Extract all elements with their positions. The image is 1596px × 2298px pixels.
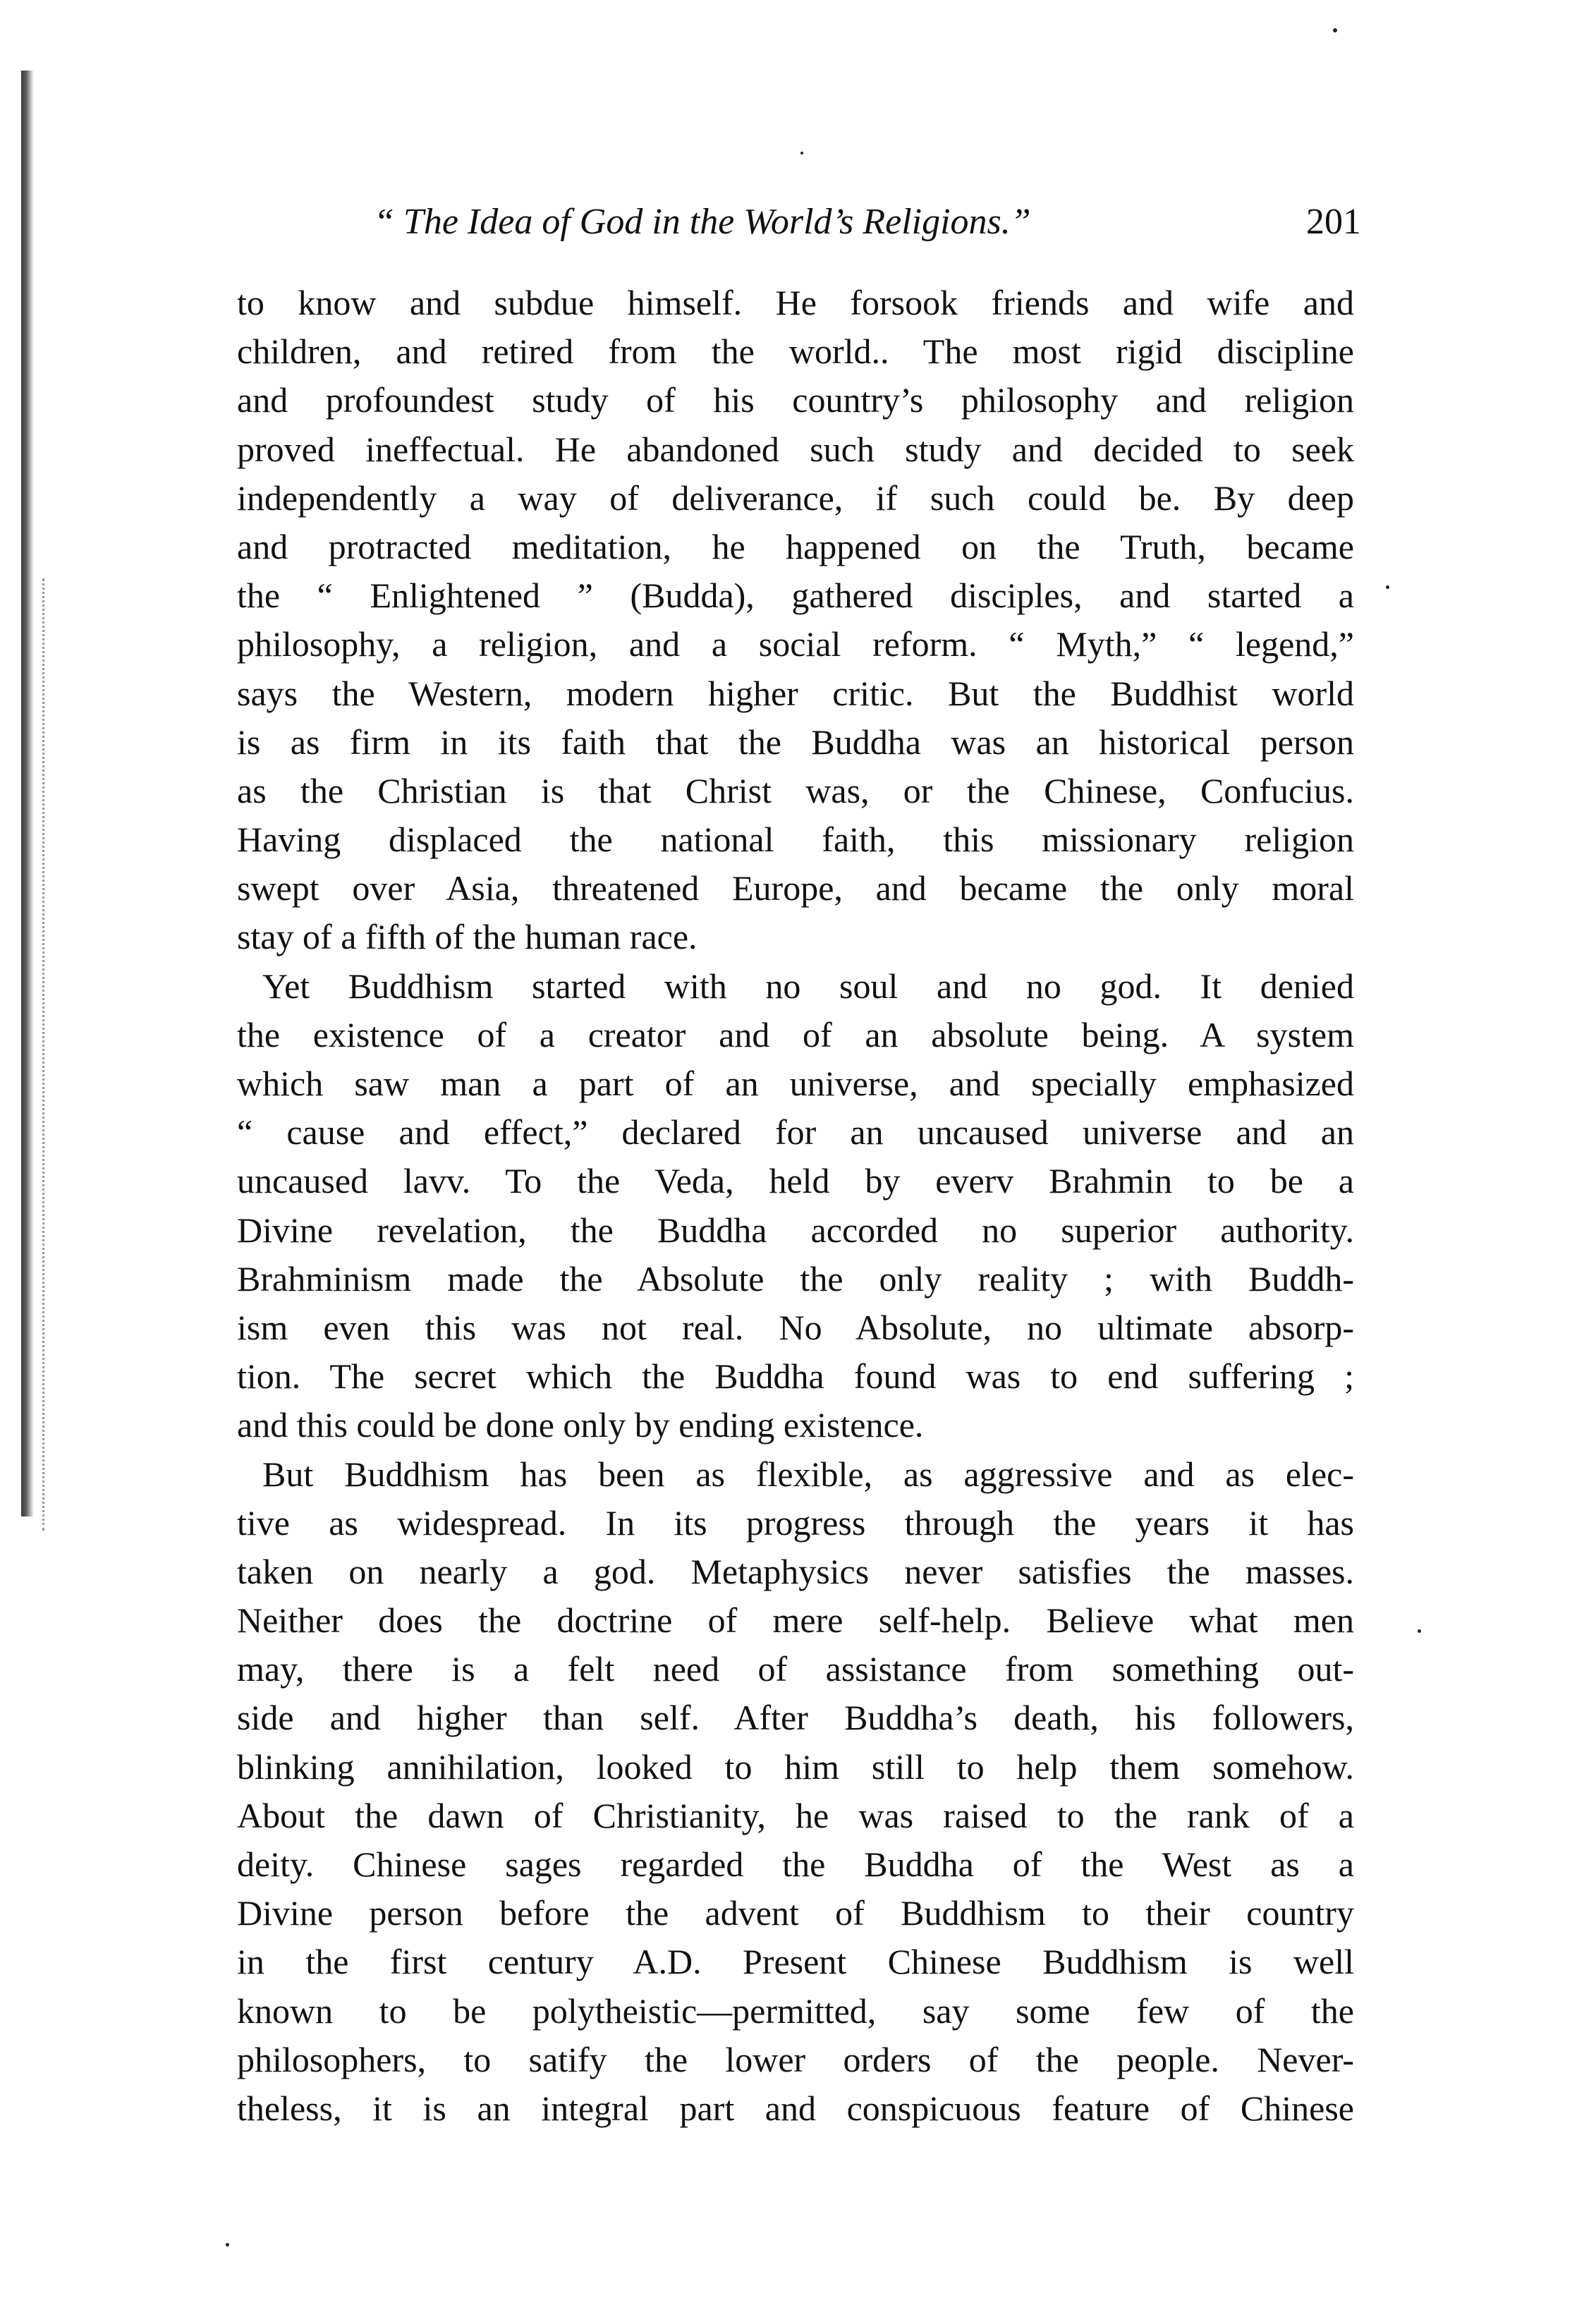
binding-shadow	[21, 71, 34, 1516]
text-line: is as firm in its faith that the Buddha was an historical person	[237, 722, 1354, 762]
text-line: children, and retired from the world.. The most rigid discipline	[237, 332, 1354, 372]
text-line: may, there is a felt need of assistance from something out-	[237, 1649, 1354, 1689]
text-line: known to be polytheistic—permitted, say some few of the	[237, 1990, 1354, 2031]
text-line: Neither does the doctrine of mere self-help. Believe what men	[237, 1600, 1354, 1641]
text-line: stay of a fifth of the human race.	[237, 917, 698, 957]
text-line: which saw man a part of an universe, and specially emphasized	[237, 1064, 1354, 1103]
text-line: side and higher than self. After Buddha’s death, his followers,	[237, 1698, 1354, 1738]
text-line: the existence of a creator and of an absolute being. A system	[237, 1014, 1354, 1054]
text-line: philosophers, to satify the lower orders of the people. Never-	[237, 2039, 1354, 2079]
text-line: theless, it is an integral part and conspicuous feature of Chinese	[237, 2088, 1354, 2128]
scan-speck	[226, 2243, 229, 2247]
text-line: taken on nearly a god. Metaphysics never satisfies the masses.	[237, 1551, 1354, 1591]
running-head	[233, 190, 1361, 254]
text-line: and protracted meditation, he happened on the Truth, became	[237, 526, 1354, 566]
text-line: But Buddhism has been as flexible, as aggressive and as elec-	[262, 1454, 1354, 1494]
text-line: Yet Buddhism started with no soul and no god. It denied	[262, 966, 1354, 1006]
text-line: tion. The secret which the Buddha found was to end suffering ;	[237, 1356, 1354, 1397]
text-line: “ cause and effect,” declared for an uncaused universe and an	[237, 1112, 1354, 1153]
paragraph-2	[237, 962, 1354, 1450]
page-number: 201	[1306, 202, 1361, 242]
body-text	[237, 279, 1354, 2133]
text-line: About the dawn of Christianity, he was raised to the rank of a	[237, 1795, 1354, 1835]
text-line: independently a way of deliverance, if such could be. By deep	[237, 478, 1354, 518]
text-line: tive as widespread. In its progress through the years it has	[237, 1502, 1354, 1543]
text-line: and profoundest study of his country’s philosophy and religion	[237, 380, 1354, 420]
scan-speck	[1333, 28, 1337, 32]
gutter-marks	[42, 578, 51, 1531]
text-line: and this could be done only by ending existence.	[237, 1405, 924, 1445]
text-line: Brahminism made the Absolute the only reality ; with Buddh-	[237, 1258, 1354, 1299]
text-line: says the Western, modern higher critic. But the Buddhist world	[237, 673, 1354, 713]
text-line: to know and subdue himself. He forsook friends and wife and	[237, 283, 1354, 322]
paragraph-3	[237, 1450, 1354, 2134]
text-line: Divine revelation, the Buddha accorded no superior authority.	[237, 1210, 1354, 1250]
running-title: “ The Idea of God in the World’s Religions.”	[374, 202, 1031, 242]
text-line: proved ineffectual. He abandoned such study and decided to seek	[237, 429, 1354, 469]
text-line: in the first century A.D. Present Chinese Buddhism is well	[237, 1942, 1354, 1982]
text-line: as the Christian is that Christ was, or the Chinese, Confucius.	[237, 770, 1354, 810]
paragraph-1	[237, 279, 1354, 962]
scan-speck	[800, 152, 803, 154]
text-line: Divine person before the advent of Buddhism to their country	[237, 1893, 1354, 1933]
text-line: ism even this was not real. No Absolute, no ultimate absorp-	[237, 1307, 1354, 1347]
scan-speck	[1418, 1629, 1421, 1633]
scan-speck	[1386, 585, 1389, 589]
text-line: Having displaced the national faith, this missionary religion	[237, 820, 1354, 860]
text-line: blinking annihilation, looked to him still to help them somehow.	[237, 1746, 1354, 1787]
text-line: philosophy, a religion, and a social reform. “ Myth,” “ legend,”	[237, 624, 1354, 664]
text-line: deity. Chinese sages regarded the Buddha of the West as a	[237, 1844, 1354, 1884]
text-line: the “ Enlightened ” (Budda), gathered disciples, and started a	[237, 576, 1354, 616]
text-line: uncaused lavv. To the Veda, held by everv Brahmin to be a	[237, 1161, 1354, 1201]
text-line: swept over Asia, threatened Europe, and became the only moral	[237, 868, 1354, 908]
